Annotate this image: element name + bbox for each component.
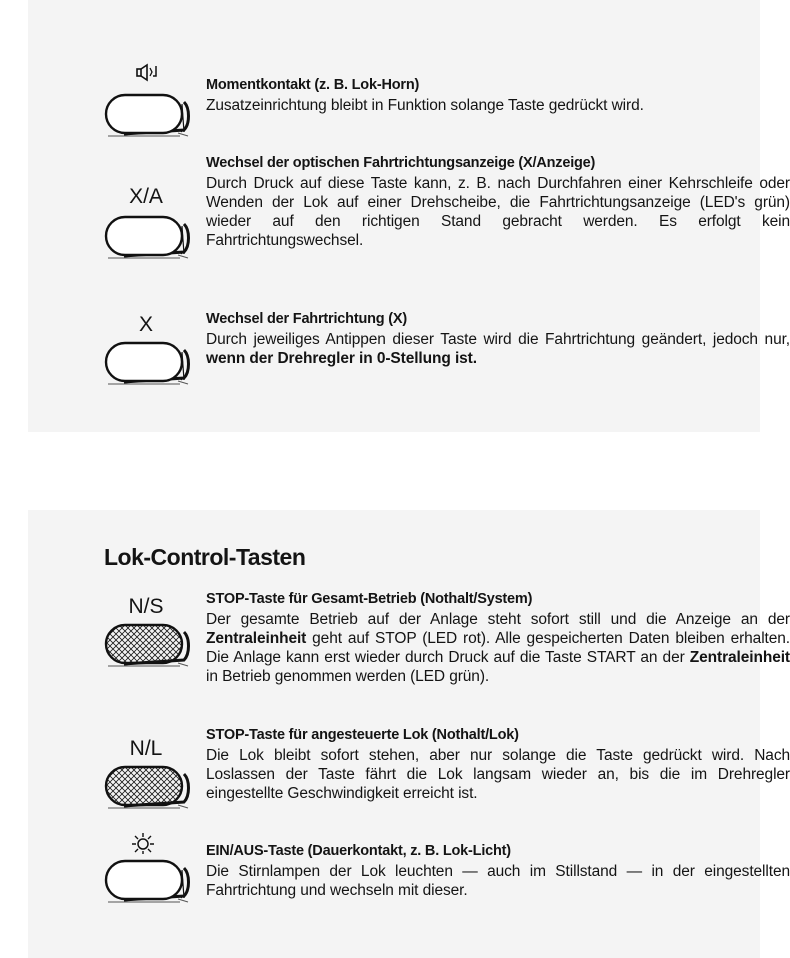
entry-description: Durch Druck auf diese Taste kann, z. B. nach Durchfahren einer Kehrschleife oder Wenden der Lok auf einer Drehscheibe, die Fahrtrichtungsanzeige (LED's grün) wieder auf den richtigen Stand gebracht werden. Es erfolgt kein Fahrtrichtungswechsel.	[206, 175, 790, 249]
entry-stop-system	[100, 588, 790, 718]
entry-moment-contact	[100, 64, 700, 144]
entry-heading: Wechsel der optischen Fahrtrichtungsanzeige (X/Anzeige)	[206, 155, 596, 171]
entry-description: Der gesamte Betrieb auf der Anlage steht sofort still und die Anzeige an der Zentraleinheit geht auf STOP (LED rot). Alle gespeicherten Daten bleiben erhalten. Die Anlage kann erst wieder durch Druck auf die Taste START an der Zentraleinheit in Betrieb genommen werden (LED grün).	[206, 611, 790, 685]
key-label: X/A	[129, 185, 163, 208]
entry-direction-change	[100, 306, 790, 396]
key-label: N/L	[129, 737, 163, 760]
entry-heading: Momentkontakt (z. B. Lok-Horn)	[206, 77, 420, 93]
entry-description: Die Stirnlampen der Lok leuchten — auch im Stillstand — in der eingestellten Fahrtrichtung und wechseln mit dieser.	[206, 863, 790, 899]
hatched-key-button-icon[interactable]	[104, 764, 190, 810]
white-key-button-icon[interactable]	[104, 858, 190, 904]
entry-description: Die Lok bleibt sofort stehen, aber nur solange die Taste gedrückt wird. Nach Loslassen der Taste fährt die Lok langsam wieder an, bis die im Drehregler eingestellte Geschwindigkeit erreicht ist.	[206, 747, 790, 802]
key-label: N/S	[128, 595, 164, 618]
key-label: X	[138, 313, 153, 336]
entry-heading: STOP-Taste für angesteuerte Lok (Nothalt/Lok)	[206, 727, 519, 743]
entry-heading: STOP-Taste für Gesamt-Betrieb (Nothalt/System)	[206, 591, 533, 607]
entry-heading: Wechsel der Fahrtrichtung (X)	[206, 311, 407, 327]
white-key-button-icon[interactable]	[104, 214, 190, 260]
entry-direction-display	[100, 152, 790, 292]
entry-on-off-light	[100, 832, 790, 922]
entry-description: Zusatzeinrichtung bleibt in Funktion solange Taste gedrückt wird.	[206, 97, 644, 114]
entry-description: Durch jeweiliges Antippen dieser Taste wird die Fahrtrichtung geändert, jedoch nur, wenn der Drehregler in 0-Stellung ist.	[206, 331, 790, 367]
hatched-key-button-icon[interactable]	[104, 622, 190, 668]
light-sun-icon	[128, 832, 158, 854]
entry-stop-loco	[100, 724, 790, 834]
white-key-button-icon[interactable]	[104, 340, 190, 386]
white-key-button-icon[interactable]	[104, 92, 190, 138]
entry-heading: EIN/AUS-Taste (Dauerkontakt, z. B. Lok-Licht)	[206, 843, 511, 859]
section-title: Lok-Control-Tasten	[104, 544, 306, 570]
horn-speaker-icon	[136, 64, 162, 82]
